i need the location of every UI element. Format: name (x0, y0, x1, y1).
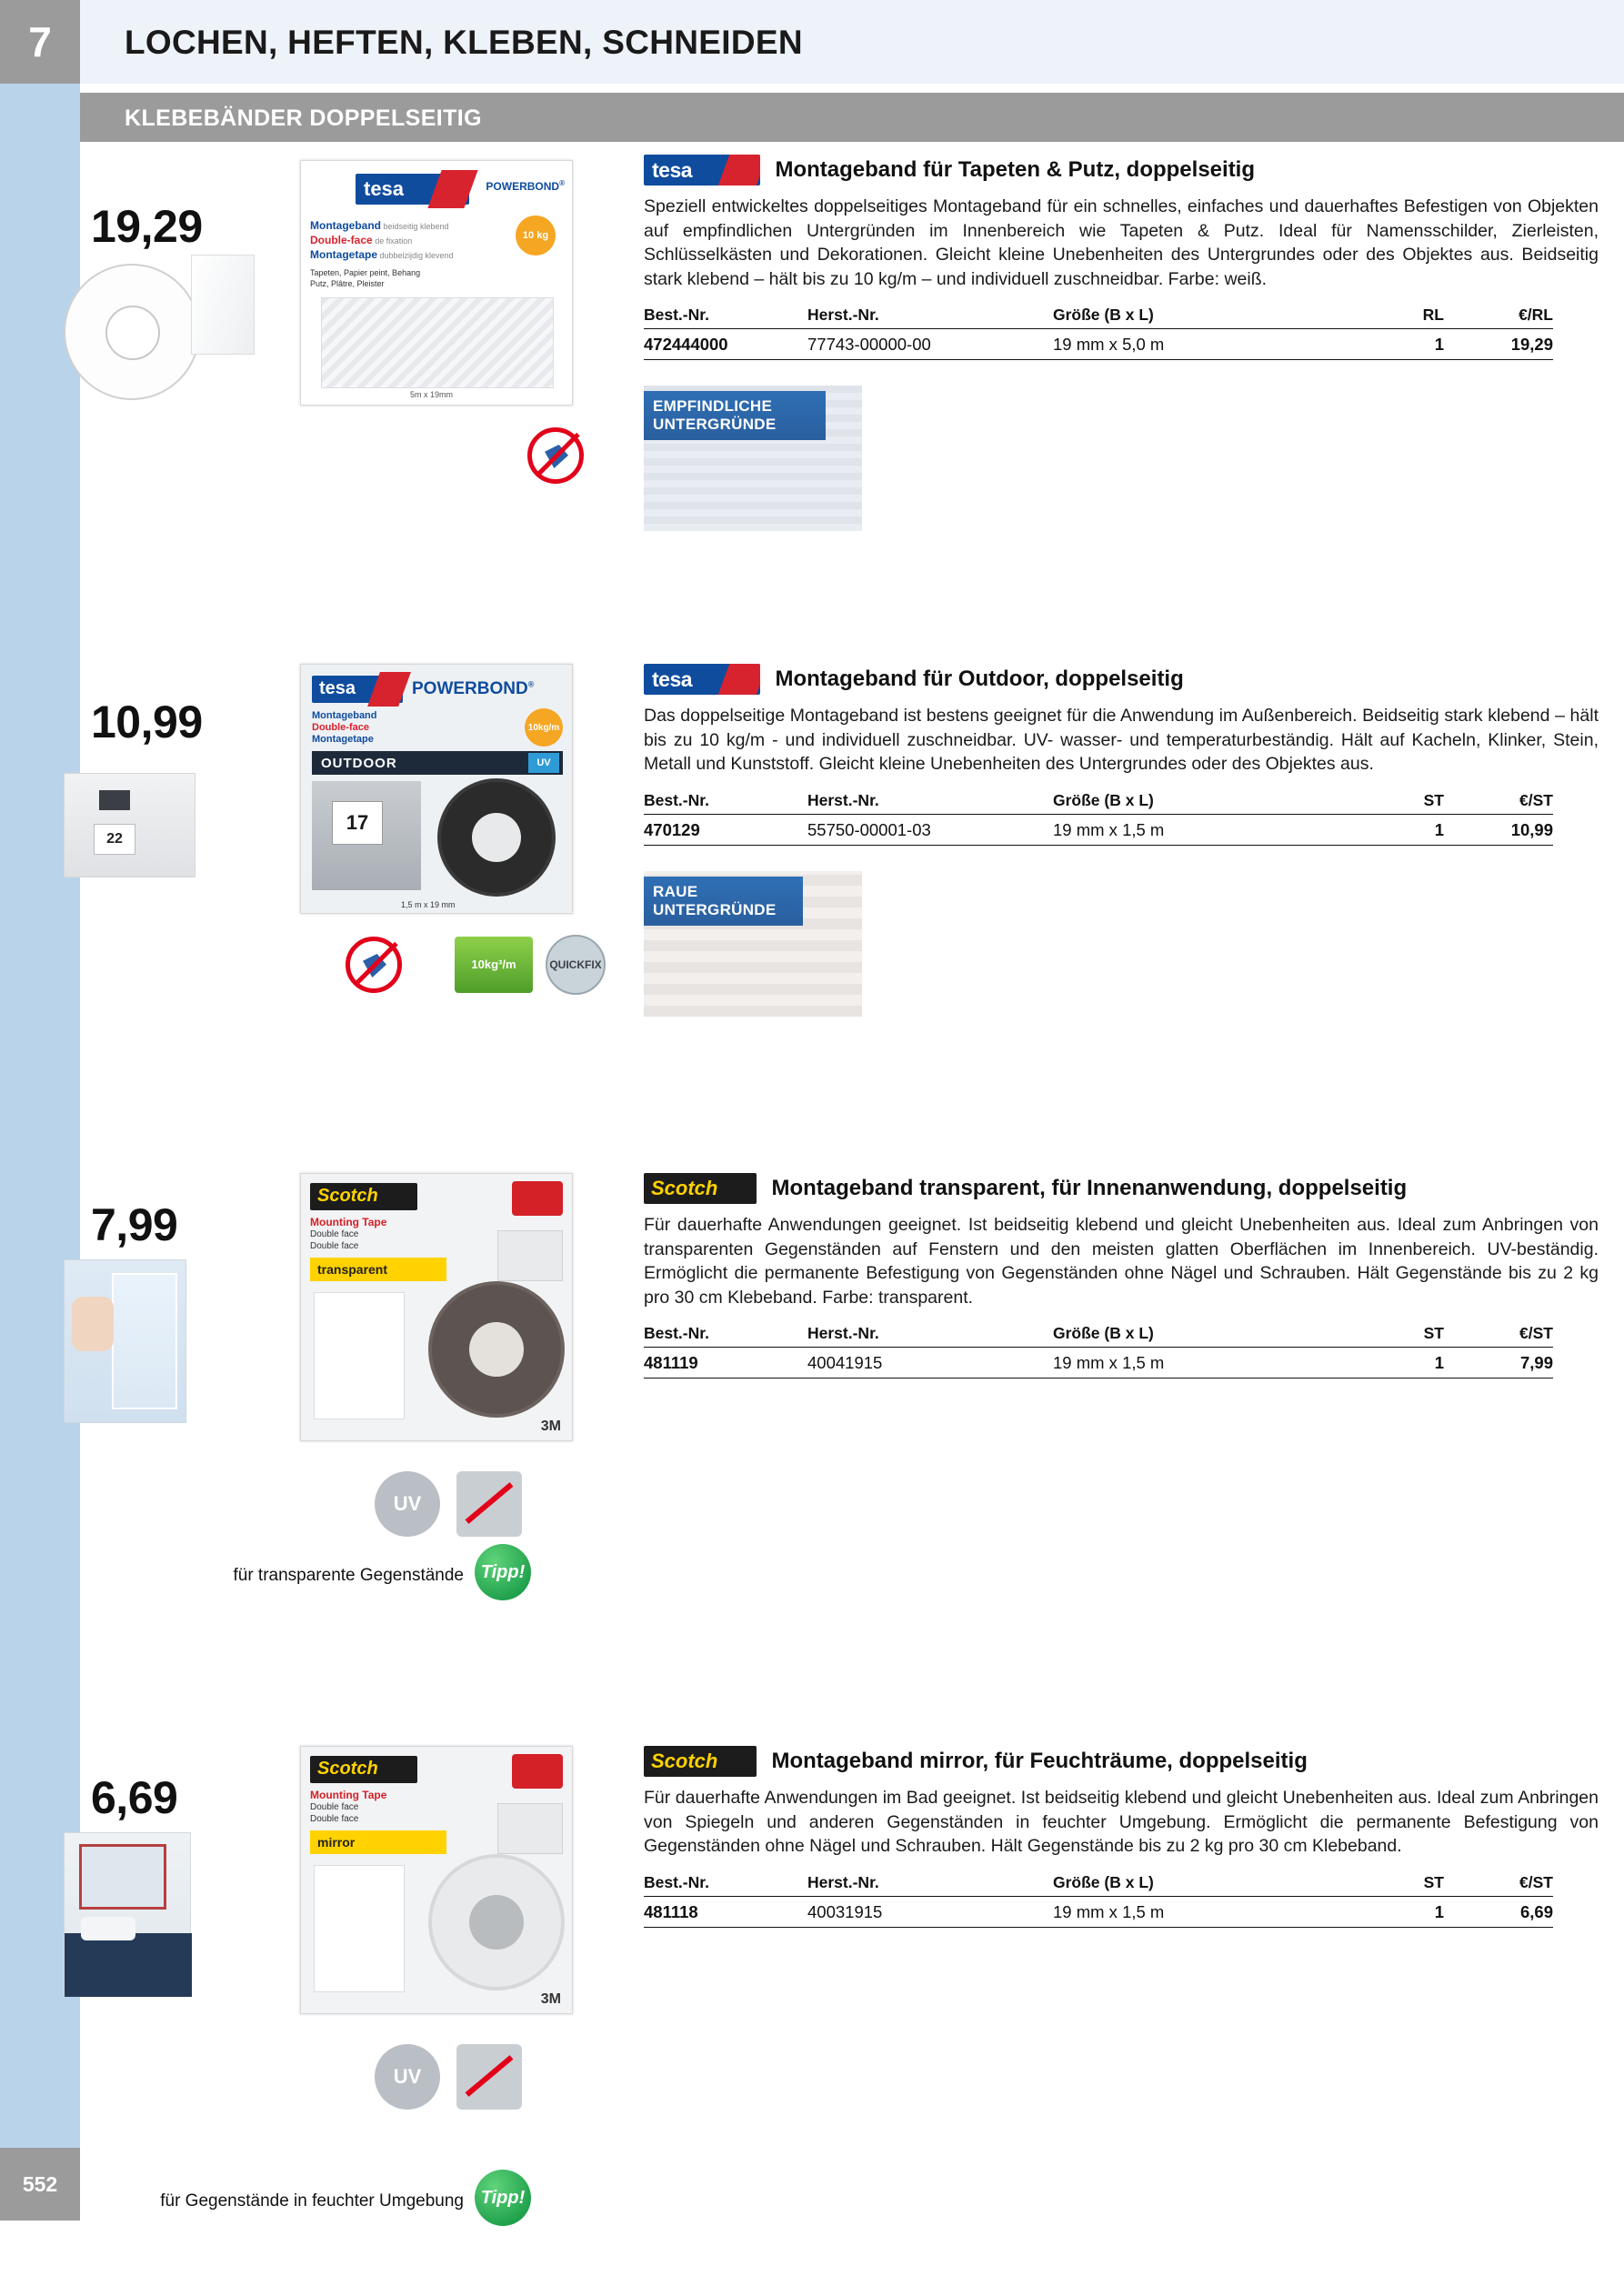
product-title: Montageband für Tapeten & Putz, doppelseitig (775, 157, 1256, 182)
application-banner: EMPFINDLICHE UNTERGRÜNDE (644, 391, 826, 440)
col-herst: Herst.-Nr. (807, 1871, 1053, 1897)
col-price: €/ST (1444, 1322, 1553, 1348)
cell-best: 481119 (644, 1348, 807, 1379)
table-row (644, 1896, 1553, 1927)
cell-unit: 1 (1326, 814, 1444, 845)
product-description: Für dauerhafte Anwendungen geeignet. Ist beidseitig klebend und gleicht Unebenheiten aus. Ideal zum Anbringen von transparenten Gegenständen auf Fenstern und den meisten glatten Oberflächen im Innenbereich. UV-beständig. Ermöglicht die permanente Befestigung von Gegenständen ohne Nägel und Schrauben. Hält Gegenstände bis zu 2 kg pro 30 cm Klebeband. Farbe: transparent. (644, 1215, 1599, 1308)
product-spec-table (644, 1871, 1553, 1928)
cell-price: 10,99 (1444, 814, 1553, 845)
col-unit: ST (1326, 789, 1444, 815)
tipp-badge: Tipp! (475, 2170, 531, 2226)
cell-best: 470129 (644, 814, 807, 845)
col-price: €/ST (1444, 789, 1553, 815)
product-price: 7,99 (91, 1199, 178, 1250)
table-header-row (644, 789, 1553, 815)
col-herst: Herst.-Nr. (807, 789, 1053, 815)
no-nail-icon (456, 1471, 522, 1537)
table-row (644, 1348, 1553, 1379)
product-spec-table (644, 1322, 1553, 1379)
cell-herst: 55750-00001-03 (807, 814, 1053, 845)
package-variant-label: OUTDOOR (312, 751, 563, 775)
weight-uv-icon: 10kg³/m (455, 937, 533, 993)
application-photo (64, 1259, 186, 1423)
tip-label: für transparente Gegenstände (233, 1566, 464, 1585)
cell-groesse: 19 mm x 1,5 m (1053, 1896, 1326, 1927)
tipp-badge: Tipp! (475, 1544, 531, 1600)
col-herst: Herst.-Nr. (807, 304, 1053, 329)
cell-herst: 40041915 (807, 1348, 1053, 1379)
cell-groesse: 19 mm x 5,0 m (1053, 329, 1326, 360)
cell-groesse: 19 mm x 1,5 m (1053, 814, 1326, 845)
cell-price: 19,29 (1444, 329, 1553, 360)
product-price: 10,99 (91, 697, 203, 747)
cell-unit: 1 (1326, 1896, 1444, 1927)
application-photo (64, 773, 195, 877)
col-groesse: Größe (B x L) (1053, 304, 1326, 329)
tape-roll-photo (64, 264, 200, 400)
product-package: tesa POWERBOND® Montageband Double-face Montagetape 10kg/m OUTDOOR UV 17 1,5 m x 19 mm (300, 664, 573, 914)
product-title: Montageband mirror, für Feuchträume, doppelseitig (771, 1749, 1308, 1773)
cell-best: 481118 (644, 1896, 807, 1927)
tape-strip (191, 255, 255, 355)
table-row (644, 329, 1553, 360)
tesa-logo: tesa (644, 155, 760, 185)
no-nail-icon (456, 2044, 522, 2110)
application-photo (64, 1832, 191, 1996)
cell-price: 6,69 (1444, 1896, 1553, 1927)
cell-groesse: 19 mm x 1,5 m (1053, 1348, 1326, 1379)
no-nail-icon (346, 937, 402, 993)
product-description: Das doppelseitige Montageband ist bestens geeignet für die Anwendung im Außenbereich. Beidseitig stark klebend – hält bis zu 10 kg/m - und individuell zuschneidbar. UV- wasser- und temperaturbeständig. Hält auf Kacheln, Klinker, Stein, Metall und Kunststoff. Gleicht kleine Unebenheiten des Untergrundes oder des Objektes aus. (644, 706, 1599, 774)
brand-logo-row (644, 1746, 1599, 1777)
cell-herst: 77743-00000-00 (807, 329, 1053, 360)
scotch-logo: Scotch (644, 1173, 757, 1204)
col-price: €/RL (1444, 304, 1553, 329)
product-spec-table (644, 789, 1553, 846)
uv-icon: UV (375, 2044, 440, 2110)
page-header (0, 0, 1624, 84)
product-package: Scotch Mounting Tape Double face Double face mirror 3M (300, 1746, 573, 2014)
table-header-row (644, 1871, 1553, 1897)
product-package: tesa POWERBOND® Montageband beidseitig klebend Double-face de fixation Montagetape dubbelzijdig klevend Tapeten, Papier peint, Behang Putz, Plâtre, Pleister 10 kg 5m x 19mm (300, 160, 573, 406)
tesa-logo: tesa (644, 664, 760, 695)
col-best: Best.-Nr. (644, 1322, 807, 1348)
brand-logo-row (644, 664, 1599, 695)
table-row (644, 814, 1553, 845)
page-title: LOCHEN, HEFTEN, KLEBEN, SCHNEIDEN (125, 24, 803, 61)
col-groesse: Größe (B x L) (1053, 1871, 1326, 1897)
quickfix-icon: QUICKFIX (546, 935, 606, 995)
manufacturer-logo: 3M (540, 1419, 561, 1434)
section-title: KLEBEBÄNDER DOPPELSEITIG (125, 105, 482, 131)
page-number: 552 (0, 2148, 80, 2221)
product-package: Scotch Mounting Tape Double face Double face transparent 3M (300, 1173, 573, 1441)
brand-logo-row (644, 155, 1599, 185)
uv-icon: UV (375, 1471, 440, 1537)
scotch-logo: Scotch (644, 1746, 757, 1777)
product-price: 6,69 (91, 1772, 178, 1823)
product-price: 19,29 (91, 201, 203, 252)
application-banner: RAUE UNTERGRÜNDE (644, 877, 803, 926)
col-price: €/ST (1444, 1871, 1553, 1897)
col-best: Best.-Nr. (644, 1871, 807, 1897)
product-title: Montageband transparent, für Innenanwendung, doppelseitig (771, 1176, 1408, 1200)
section-bar (80, 93, 1624, 142)
table-header-row (644, 304, 1553, 329)
cell-best: 472444000 (644, 329, 807, 360)
cell-unit: 1 (1326, 329, 1444, 360)
house-number-label: 22 (94, 824, 135, 855)
manufacturer-logo: 3M (540, 1991, 561, 2007)
product-text-group (644, 1173, 1599, 1379)
col-groesse: Größe (B x L) (1053, 789, 1326, 815)
product-spec-table (644, 304, 1553, 360)
col-unit: RL (1326, 304, 1444, 329)
product-text-group (644, 155, 1599, 531)
product-text-group (644, 1746, 1599, 1928)
col-unit: ST (1326, 1871, 1444, 1897)
product-text-group (644, 664, 1599, 1017)
package-number-label: 17 (332, 801, 383, 845)
table-header-row (644, 1322, 1553, 1348)
product-description: Speziell entwickeltes doppelseitiges Montageband für ein schnelles, einfaches und dauerhaftes Befestigen von Objekten auf empfindlichen Untergründen im Innenbereich wie Tapeten & Putz. Ideal für Namensschilder, Zierleisten, Schlüsselkästen und Dekorationen. Gleicht kleine Unebenheiten des Untergrundes oder des Objektes aus. Beidseitig stark klebend – hält bis zu 10 kg/m – und individuell zuschneidbar. Farbe: weiß. (644, 196, 1599, 289)
chapter-number: 7 (0, 0, 80, 84)
product-description: Für dauerhafte Anwendungen im Bad geeignet. Ist beidseitig klebend und gleicht Unebenheiten aus. Ideal zum Anbringen von Spiegeln und anderen Gegenständen in feuchter Umgebung. Ermöglicht die permanente Befestigung von Gegenständen ohne Nägel und Schrauben. Hält Gegenstände bis zu 2 kg pro 30 cm Klebeband. (644, 1788, 1599, 1856)
col-groesse: Größe (B x L) (1053, 1322, 1326, 1348)
tip-label: für Gegenstände in feuchter Umgebung (160, 2191, 464, 2211)
col-best: Best.-Nr. (644, 304, 807, 329)
product-title: Montageband für Outdoor, doppelseitig (775, 667, 1184, 691)
col-unit: ST (1326, 1322, 1444, 1348)
brand-logo-row (644, 1173, 1599, 1204)
cell-herst: 40031915 (807, 1896, 1053, 1927)
col-best: Best.-Nr. (644, 789, 807, 815)
col-herst: Herst.-Nr. (807, 1322, 1053, 1348)
cell-price: 7,99 (1444, 1348, 1553, 1379)
cell-unit: 1 (1326, 1348, 1444, 1379)
no-nail-icon (527, 427, 584, 484)
